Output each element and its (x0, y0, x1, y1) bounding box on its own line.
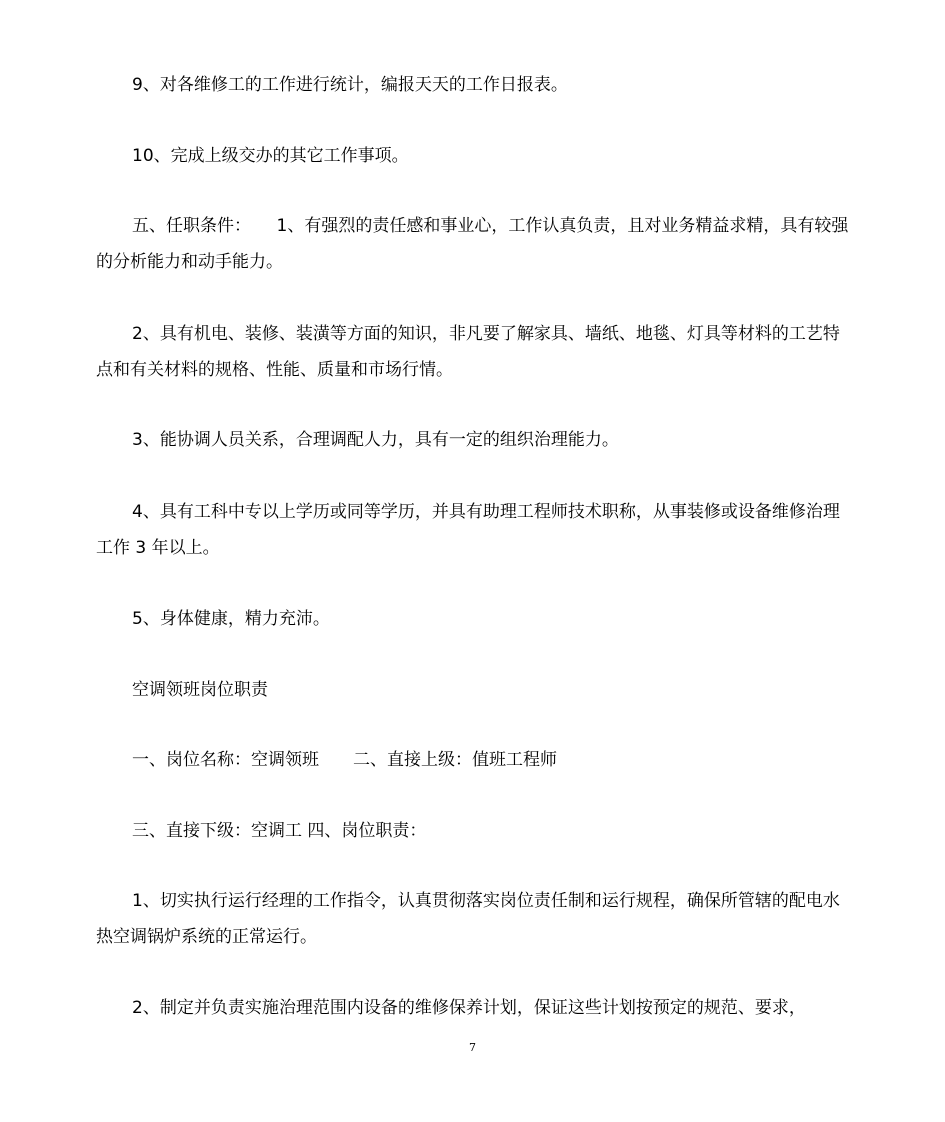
paragraph-qualification-3: 3、能协调人员关系，合理调配人力，具有一定的组织治理能力。 (132, 430, 619, 450)
paragraph-duty-2: 2、制定并负责实施治理范围内设备的维修保养计划，保证这些计划按预定的规范、要求， (132, 998, 806, 1018)
paragraph-qualification-2: 2、具有机电、装修、装潢等方面的知识，非凡要了解家具、墙纸、地毯、灯具等材料的工艺特点和有关材料的规格、性能、质量和市场行情。 (96, 324, 840, 380)
paragraph-qualification-4: 4、具有工科中专以上学历或同等学历，并具有助理工程师技术职称，从事装修或设备维修治理工作 3 年以上。 (96, 502, 840, 558)
paragraph-position-name: 一、岗位名称：空调领班 二、直接上级：值班工程师 (132, 750, 557, 770)
paragraph-item-9: 9、对各维修工的工作进行统计，编报天天的工作日报表。 (132, 75, 568, 95)
page-number: 7 (469, 1041, 476, 1054)
paragraph-qualifications: 五、任职条件： 1、有强烈的责任感和事业心，工作认真负责，且对业务精益求精，具有较强的分析能力和动手能力。 (96, 216, 849, 272)
paragraph-duty-1: 1、切实执行运行经理的工作指令，认真贯彻落实岗位责任制和运行规程，确保所管辖的配电水热空调锅炉系统的正常运行。 (96, 891, 840, 947)
paragraph-qualification-5: 5、身体健康，精力充沛。 (132, 609, 330, 629)
paragraph-item-10: 10、完成上级交办的其它工作事项。 (132, 146, 409, 166)
section-heading: 空调领班岗位职责 (132, 680, 268, 700)
paragraph-subordinate: 三、直接下级：空调工 四、岗位职责： (132, 821, 427, 841)
